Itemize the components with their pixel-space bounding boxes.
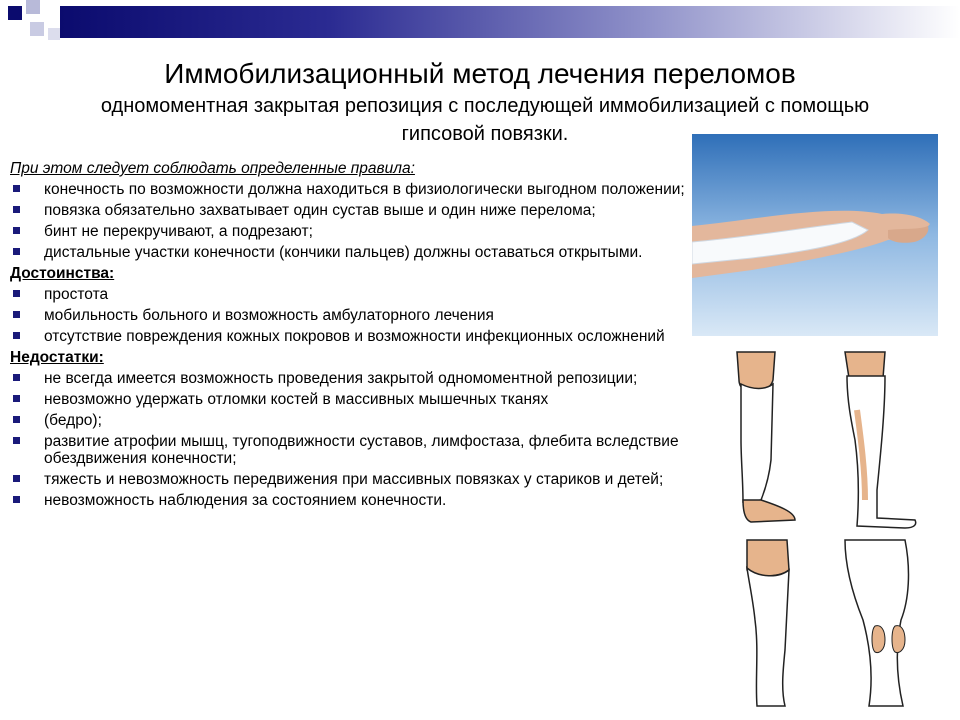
list-item: не всегда имеется возможность проведения закрытой одномоментной репозиции;	[10, 370, 690, 387]
leg-cast-thigh-front	[845, 540, 908, 706]
leg-casts-illustration	[725, 350, 955, 718]
list-item: повязка обязательно захватывает один сустав выше и один ниже перелома;	[10, 202, 690, 219]
list-item: мобильность больного и возможность амбулаторного лечения	[10, 307, 690, 324]
rules-intro: При этом следует соблюдать определенные правила:	[10, 160, 415, 177]
decor-square	[26, 0, 40, 14]
header-gradient-bar	[60, 6, 960, 38]
main-content	[10, 160, 690, 513]
disadvantages-list	[10, 370, 690, 509]
list-item: простота	[10, 286, 690, 303]
arm-splint-image	[692, 134, 938, 336]
list-item: отсутствие повреждения кожных покровов и возможности инфекционных осложнений	[10, 328, 690, 345]
list-item: (бедро);	[10, 412, 690, 429]
list-item: развитие атрофии мышц, тугоподвижности суставов, лимфостаза, флебита вследствие обездвижения конечности;	[10, 433, 690, 467]
top-decoration-bar	[0, 0, 960, 46]
rules-list	[10, 181, 690, 261]
list-item: невозможно удержать отломки костей в массивных мышечных тканях	[10, 391, 690, 408]
leg-cast-thigh-side	[747, 540, 789, 706]
list-item: бинт не перекручивают, а подрезают;	[10, 223, 690, 240]
decor-square	[30, 22, 44, 36]
decor-square	[48, 28, 60, 40]
advantages-list	[10, 286, 690, 345]
list-item: конечность по возможности должна находиться в физиологически выгодном положении;	[10, 181, 690, 198]
decor-square	[8, 6, 22, 20]
list-item: дистальные участки конечности (кончики пальцев) должны оставаться открытыми.	[10, 244, 690, 261]
disadvantages-heading: Недостатки:	[10, 349, 104, 366]
leg-cast-long	[845, 352, 916, 528]
advantages-heading: Достоинства:	[10, 265, 115, 282]
leg-cast-short	[737, 352, 795, 522]
list-item: невозможность наблюдения за состоянием конечности.	[10, 492, 690, 509]
list-item: тяжесть и невозможность передвижения при массивных повязках у стариков и детей;	[10, 471, 690, 488]
page-subtitle: одномоментная закрытая репозиция с последующей иммобилизацией с помощью гипсовой повязки.	[100, 95, 870, 145]
page-title: Иммобилизационный метод лечения переломов	[164, 58, 796, 89]
